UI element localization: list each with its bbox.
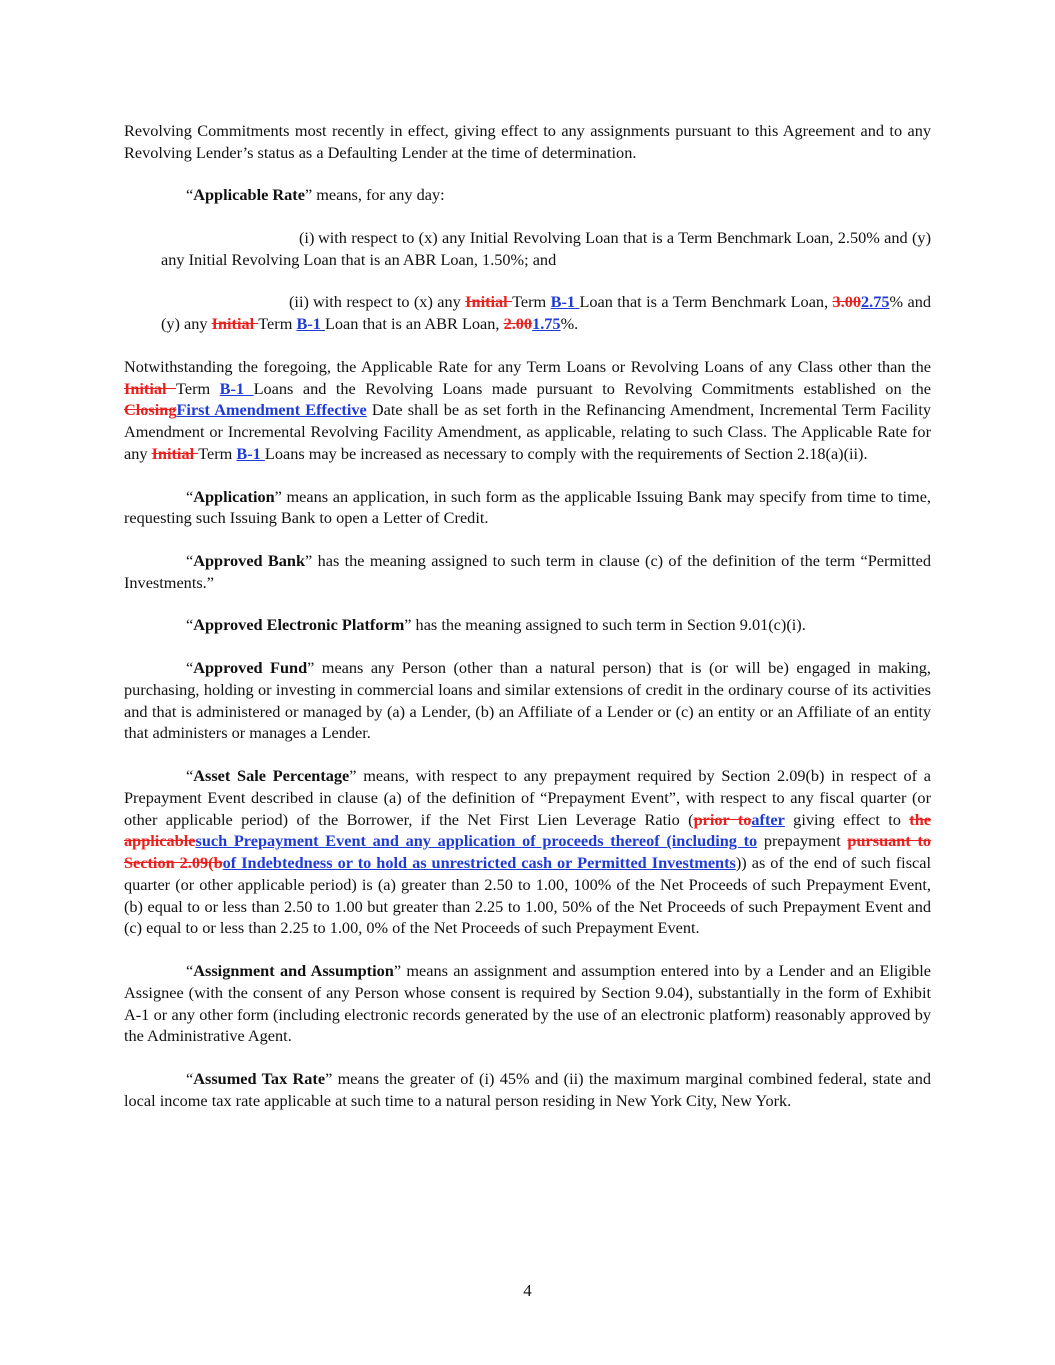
clause-text: Loan that is a Term Benchmark Loan, [579, 292, 833, 312]
definition-text: giving effect to [784, 809, 910, 829]
deletion: Initial [151, 443, 199, 463]
deletion: 3.00 [832, 292, 862, 312]
definition-assignment-and-assumption [124, 960, 931, 1047]
paragraph-notwithstanding [124, 356, 931, 465]
definition-text: ” means an application, in such form as the applicable Issuing Bank may specify from time to time, requesting such Issuing Bank to open a Letter of Credit. [124, 486, 931, 528]
body-text: Notwithstanding the foregoing, the Applicable Rate for any Term Loans or Revolving Loans of any Class other than the [124, 356, 931, 376]
definition-asset-sale-percentage [124, 765, 931, 939]
deletion: 2.00 [503, 314, 533, 334]
definition-text: ” has the meaning assigned to such term in Section 9.01(c)(i). [404, 615, 806, 635]
clause-text: with respect to (x) any Initial Revolving Loan that is a Term Benchmark Loan, 2.50% and (y) any Initial Revolving Loan that is an ABR Loan, 1.50%; and [161, 227, 931, 269]
document-page [124, 120, 931, 1132]
defined-term: Assignment and Assumption [193, 961, 394, 981]
open-quote: “ [186, 765, 194, 785]
open-quote: “ [186, 550, 194, 570]
definition-text: ” means, for any day: [304, 185, 445, 205]
definition-text: ” means an assignment and assumption entered into by a Lender and an Eligible Assignee (with the consent of any Person whose consent is required by Section 9.04), substantially in the form of Exhibit A-1 or any other form (including electronic records generated by the use of an electronic platform) reasonably approved by the Administrative Agent. [124, 961, 931, 1046]
body-text: Term [198, 443, 237, 463]
defined-term: Asset Sale Percentage [193, 765, 350, 785]
page-number: 4 [523, 1281, 532, 1300]
deletion: Closing [124, 400, 177, 420]
deletion: Initial [211, 314, 259, 334]
insertion: such Prepayment Event and any application of proceeds thereof (including to [195, 831, 758, 851]
insertion: B-1 [550, 292, 580, 312]
insertion: 2.75 [861, 292, 890, 312]
insertion: B-1 [296, 314, 325, 334]
clause-text: Term [512, 292, 551, 312]
definition-text: prepayment [757, 831, 848, 851]
open-quote: “ [186, 1069, 194, 1089]
definition-text: ” means the greater of (i) 45% and (ii) the maximum marginal combined federal, state and local income tax rate applicable at such time to a natural person residing in New York City, New York. [124, 1069, 931, 1110]
definition-approved-fund [124, 657, 931, 744]
definition-applicable-rate [124, 184, 931, 206]
open-quote: “ [186, 185, 194, 205]
clause-number: (ii) [289, 292, 309, 312]
open-quote: “ [186, 486, 194, 506]
insertion: B-1 [219, 378, 254, 398]
definition-text: ” has the meaning assigned to such term in clause (c) of the definition of the term “Permitted Investments.” [124, 550, 931, 592]
clause-number: (i) [299, 227, 315, 247]
insertion: after [751, 809, 785, 829]
clause-text: Term [258, 314, 297, 334]
definition-approved-bank [124, 550, 931, 594]
insertion: B-1 [236, 443, 265, 463]
defined-term: Assumed Tax Rate [193, 1069, 326, 1089]
insertion: 1.75 [532, 314, 561, 334]
deletion: Initial [124, 378, 177, 398]
definition-application [124, 486, 931, 530]
clause-text: %. [560, 314, 579, 334]
definition-assumed-tax-rate [124, 1068, 931, 1112]
definition-approved-electronic-platform [124, 614, 931, 636]
defined-term: Approved Electronic Platform [193, 615, 405, 635]
deletion: pursuant to Section 2.09(b [124, 831, 932, 873]
insertion: of Indebtedness or to hold as unrestricted cash or Permitted Investments [222, 853, 736, 873]
definition-text: ” means any Person (other than a natural person) that is (or will be) engaged in making, purchasing, holding or investing in commercial loans and similar extensions of credit in the ordinary course of its activities and that is administered or managed by (a) a Lender, (b) an Affiliate of a Lender or (c) an entity or an Affiliate of an entity that administers or manages a Lender. [124, 657, 931, 743]
defined-term: Approved Fund [193, 657, 308, 677]
paragraph-revolving-commitments: Revolving Commitments most recently in effect, giving effect to any assignments pursuant to this Agreement and to any Revolving Lender’s status as a Defaulting Lender at the time of determination. [124, 121, 931, 162]
body-text: Loans may be increased as necessary to comply with the requirements of Section 2.18(a)(ii). [264, 443, 868, 463]
clause-text: with respect to (x) any [313, 292, 466, 312]
clause-text: Loan that is an ABR Loan, [324, 314, 504, 334]
clause-ii [124, 291, 931, 335]
body-text: Loans and the Revolving Loans made pursuant to Revolving Commitments established on the [253, 378, 931, 398]
defined-term: Application [193, 486, 275, 506]
definition-text: ” means, with respect to any prepayment required by Section 2.09(b) in respect of a Prepayment Event described in clause (a) of the definition of “Prepayment Event”, with respect to any fiscal quarter (or other applicable period) of the Borrower, if the Net First Lien Leverage Ratio ( [124, 765, 931, 829]
clause-i [124, 227, 931, 271]
open-quote: “ [186, 961, 194, 981]
insertion: First Amendment Effective [176, 400, 367, 420]
deletion: Initial [465, 292, 513, 312]
deletion: prior to [693, 809, 752, 829]
open-quote: “ [186, 615, 194, 635]
defined-term: Approved Bank [193, 550, 306, 570]
body-text: Date shall be as set forth in the Refinancing Amendment, Incremental Term Facility Amendment or Incremental Revolving Facility Amendment, as applicable, relating to such Class. The Applicable Rate for any [124, 400, 931, 463]
open-quote: “ [186, 657, 194, 677]
deletion: the applicable [124, 809, 931, 851]
defined-term: Applicable Rate [193, 185, 305, 205]
definition-text: )) as of the end of such fiscal quarter (or other applicable period) is (a) greater than 2.50 to 1.00, 100% of the Net Proceeds of such Prepayment Event, (b) equal to or less than 2.50 to 1.00 but greater than 2.25 to 1.00, 50% of the Net Proceeds of such Prepayment Event and (c) equal to or less than 2.25 to 1.00, 0% of the Net Proceeds of such Prepayment Event. [124, 853, 932, 938]
clause-text: % and (y) any [161, 292, 931, 334]
body-text: Term [176, 378, 220, 398]
